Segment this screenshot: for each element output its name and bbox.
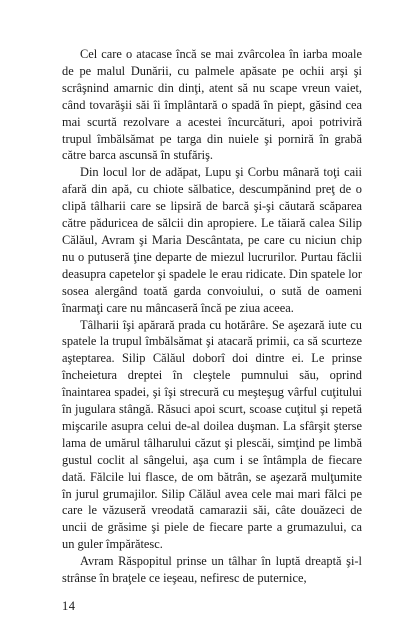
page-number: 14 <box>62 599 76 613</box>
paragraph: Din locul lor de adăpat, Lupu şi Corbu mânară toţi caii afară din apă, cu chiote sălbatice, descumpănind preţ de o clipă tâlharii care se lipsiră de barcă şi-şi căutară scăparea către păduricea de sălcii din apropiere. Le tăiară calea Silip Călăul, Avram şi Maria Descântata, pe care cu niciun chip nu o putuseră ţine departe de miezul lucrurilor. Purtau făclii deasupra capetelor şi spadele le erau ridicate. Din spatele lor sosea alergând toată garda convoiului, o sută de oameni înarmaţi care nu mâncaseră încă pe ziua aceea. <box>62 165 362 315</box>
body-text <box>62 46 362 587</box>
paragraph: Cel care o atacase încă se mai zvârcolea în iarba moale de pe malul Dunării, cu palmele apăsate pe ochii arşi şi scrâşnind amarnic din dinţi, atent să nu scape vreun vaiet, când tovarăşii săi îi împlântară o spadă în piept, găsind cea mai scurtă rezolvare a acestei încurcături, apoi potriviră trupul îmbălsămat pe targa din nuiele şi porniră în grabă către barca ascunsă în stufăriş. <box>62 47 362 163</box>
paragraph: Avram Răspopitul prinse un tâlhar în luptă dreaptă şi-l strânse în braţele ce ieşeau, nefiresc de puternice, <box>62 554 362 586</box>
paragraph: Tâlharii îşi apărară prada cu hotărâre. Se aşezară iute cu spatele la trupul îmbălsămat şi atacară primii, ca să scurteze aşteptarea. Silip Călăul doborî doi dintre ei. Le prinse încheietura dreptei în cleştele pumnului său, oprind înaintarea spadei, şi îşi strecură cu meşteşug vârful cuţitului în jugulara stângă. Răsuci apoi scurt, scoase cuţitul şi repetă mişcarile asupra celui de-al doilea duşman. La sfârşit şterse lama de umărul tâlharului căzut şi plescăi, simţind pe limbă gustul coclit al sângelui, aşa cum i se întâmpla de fiecare dată. Fălcile lui flasce, de om bătrân, se aşezară mulţumite în jurul grumajilor. Silip Călăul avea cele mai mari fălci pe care le văzuseră vreodată camarazii săi, câte douăzeci de uncii de grăsime şi piele de fiecare parte a grumazului, ca un guler împărătesc. <box>62 317 362 552</box>
